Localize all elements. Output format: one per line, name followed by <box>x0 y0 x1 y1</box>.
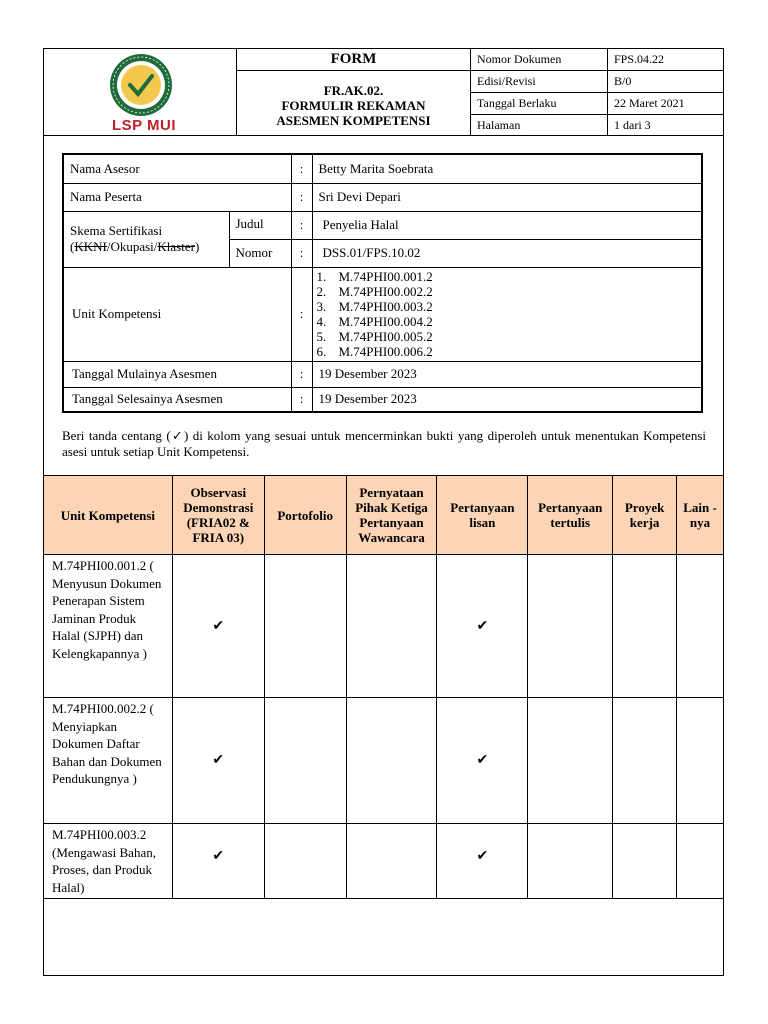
skema-klaster-struck: Klaster <box>157 239 195 254</box>
nomor-label: Nomor <box>229 239 291 267</box>
col-header: Observasi Demonstrasi (FRIA02 & FRIA 03) <box>172 476 264 555</box>
form-label-cell <box>236 48 471 71</box>
judul-value: Penyelia Halal <box>312 211 702 239</box>
check-mark: ✔ <box>476 618 489 634</box>
info-table <box>62 153 703 413</box>
check-cell[interactable] <box>437 698 528 824</box>
form-title-1: FORMULIR REKAMAN <box>281 98 426 113</box>
skema-label-line2 <box>70 239 223 255</box>
check-mark: ✔ <box>476 753 489 768</box>
list-item <box>317 269 698 284</box>
check-cell[interactable] <box>528 698 613 824</box>
check-cell[interactable] <box>528 555 613 698</box>
judul-label: Judul <box>229 211 291 239</box>
tanggal-mulai-value: 19 Desember 2023 <box>312 361 702 387</box>
meta-value: FPS.04.22 <box>607 48 724 71</box>
logo-text: LSP MUI <box>111 117 177 134</box>
evidence-table <box>43 475 724 899</box>
nama-asesor-value: Betty Marita Soebrata <box>312 154 702 183</box>
header-row <box>44 476 724 555</box>
col-header: Unit Kompetensi <box>44 476 173 555</box>
check-cell[interactable] <box>172 824 264 899</box>
form-label: FORM <box>330 51 377 67</box>
check-mark: ✔ <box>212 618 225 634</box>
check-mark: ✔ <box>212 753 225 768</box>
tanggal-selesai-value: 19 Desember 2023 <box>312 387 702 412</box>
table-row <box>44 824 724 899</box>
info-row <box>63 183 702 211</box>
info-row <box>63 211 702 239</box>
colon: : <box>291 154 312 183</box>
unit-code: M.74PHI00.005.2 <box>338 329 433 344</box>
col-header: Pernyataan Pihak Ketiga Pertanyaan Wawancara <box>346 476 437 555</box>
col-header: Proyek kerja <box>613 476 677 555</box>
check-mark: ✔ <box>212 849 225 864</box>
skema-label <box>63 211 229 267</box>
check-cell[interactable] <box>264 555 346 698</box>
check-cell[interactable] <box>677 698 724 824</box>
colon: : <box>291 183 312 211</box>
list-number: 5. <box>316 329 327 344</box>
list-item <box>317 284 698 299</box>
list-number: 6. <box>316 344 327 359</box>
table-row <box>44 555 724 698</box>
colon: : <box>291 361 312 387</box>
skema-okupasi: /Okupasi/ <box>106 239 158 254</box>
nomor-value: DSS.01/FPS.10.02 <box>312 239 702 267</box>
table-row <box>44 698 724 824</box>
meta-value: B/0 <box>607 70 724 93</box>
list-number: 3. <box>316 299 327 314</box>
unit-list-cell <box>312 267 702 361</box>
info-label: Unit Kompetensi <box>63 267 291 361</box>
colon: : <box>291 267 312 361</box>
info-label: Tanggal Mulainya Asesmen <box>63 361 291 387</box>
unit-cell: M.74PHI00.001.2 ( Menyusun Dokumen Penerapan Sistem Jaminan Produk Halal (SJPH) dan Kelengkapannya ) <box>44 555 173 698</box>
unit-cell: M.74PHI00.002.2 ( Menyiapkan Dokumen Daftar Bahan dan Dokumen Pendukungnya ) <box>44 698 173 824</box>
check-cell[interactable] <box>613 698 677 824</box>
colon: : <box>291 387 312 412</box>
skema-kkni-struck: KKNI <box>74 239 107 254</box>
colon: : <box>291 211 312 239</box>
check-cell[interactable] <box>437 555 528 698</box>
check-cell[interactable] <box>346 824 437 899</box>
check-cell[interactable] <box>528 824 613 899</box>
form-title-cell <box>236 70 471 136</box>
colon: : <box>291 239 312 267</box>
meta-label: Edisi/Revisi <box>470 70 608 93</box>
meta-label: Halaman <box>470 114 608 136</box>
unit-code: M.74PHI00.004.2 <box>338 314 433 329</box>
check-cell[interactable] <box>613 555 677 698</box>
info-label: Tanggal Selesainya Asesmen <box>63 387 291 412</box>
list-number: 1. <box>316 269 327 284</box>
col-header: Lain -nya <box>677 476 724 555</box>
check-cell[interactable] <box>346 555 437 698</box>
meta-value: 22 Maret 2021 <box>607 92 724 115</box>
meta-value: 1 dari 3 <box>607 114 724 136</box>
list-item <box>317 299 698 314</box>
info-label: Nama Asesor <box>63 154 291 183</box>
instruction-text: Beri tanda centang (✓) di kolom yang sesuai untuk mencerminkan bukti yang diperoleh untuk menentukan Kompetensi asesi untuk setiap Unit Kompetensi. <box>62 428 706 459</box>
col-header: Pertanyaan lisan <box>437 476 528 555</box>
unit-code: M.74PHI00.006.2 <box>338 344 433 359</box>
check-cell[interactable] <box>264 698 346 824</box>
meta-label: Nomor Dokumen <box>470 48 608 71</box>
col-header: Pertanyaan tertulis <box>528 476 613 555</box>
paren: ) <box>194 239 200 254</box>
list-number: 2. <box>316 284 327 299</box>
info-label: Nama Peserta <box>63 183 291 211</box>
form-code: FR.AK.02. <box>323 83 384 98</box>
unit-code: M.74PHI00.001.2 <box>338 269 433 284</box>
col-header: Portofolio <box>264 476 346 555</box>
list-item <box>317 329 698 344</box>
check-cell[interactable] <box>613 824 677 899</box>
check-cell[interactable] <box>172 698 264 824</box>
logo-cell <box>43 48 237 136</box>
list-item <box>317 314 698 329</box>
check-cell[interactable] <box>264 824 346 899</box>
info-row <box>63 361 702 387</box>
check-cell[interactable] <box>172 555 264 698</box>
unit-list <box>317 269 698 359</box>
info-row <box>63 387 702 412</box>
info-row <box>63 267 702 361</box>
meta-label: Tanggal Berlaku <box>470 92 608 115</box>
unit-code: M.74PHI00.003.2 <box>338 299 433 314</box>
nama-peserta-value: Sri Devi Depari <box>312 183 702 211</box>
paren: ( <box>70 239 75 254</box>
check-cell[interactable] <box>346 698 437 824</box>
info-row <box>63 154 702 183</box>
skema-label-line1: Skema Sertifikasi <box>70 223 163 238</box>
list-number: 4. <box>316 314 327 329</box>
list-item <box>317 344 698 359</box>
check-cell[interactable] <box>677 555 724 698</box>
check-mark: ✔ <box>476 849 489 864</box>
form-title-2: ASESMEN KOMPETENSI <box>276 113 431 128</box>
unit-cell: M.74PHI00.003.2 (Mengawasi Bahan, Proses, dan Produk Halal) <box>44 824 173 899</box>
check-cell[interactable] <box>677 824 724 899</box>
unit-code: M.74PHI00.002.2 <box>338 284 433 299</box>
check-cell[interactable] <box>437 824 528 899</box>
